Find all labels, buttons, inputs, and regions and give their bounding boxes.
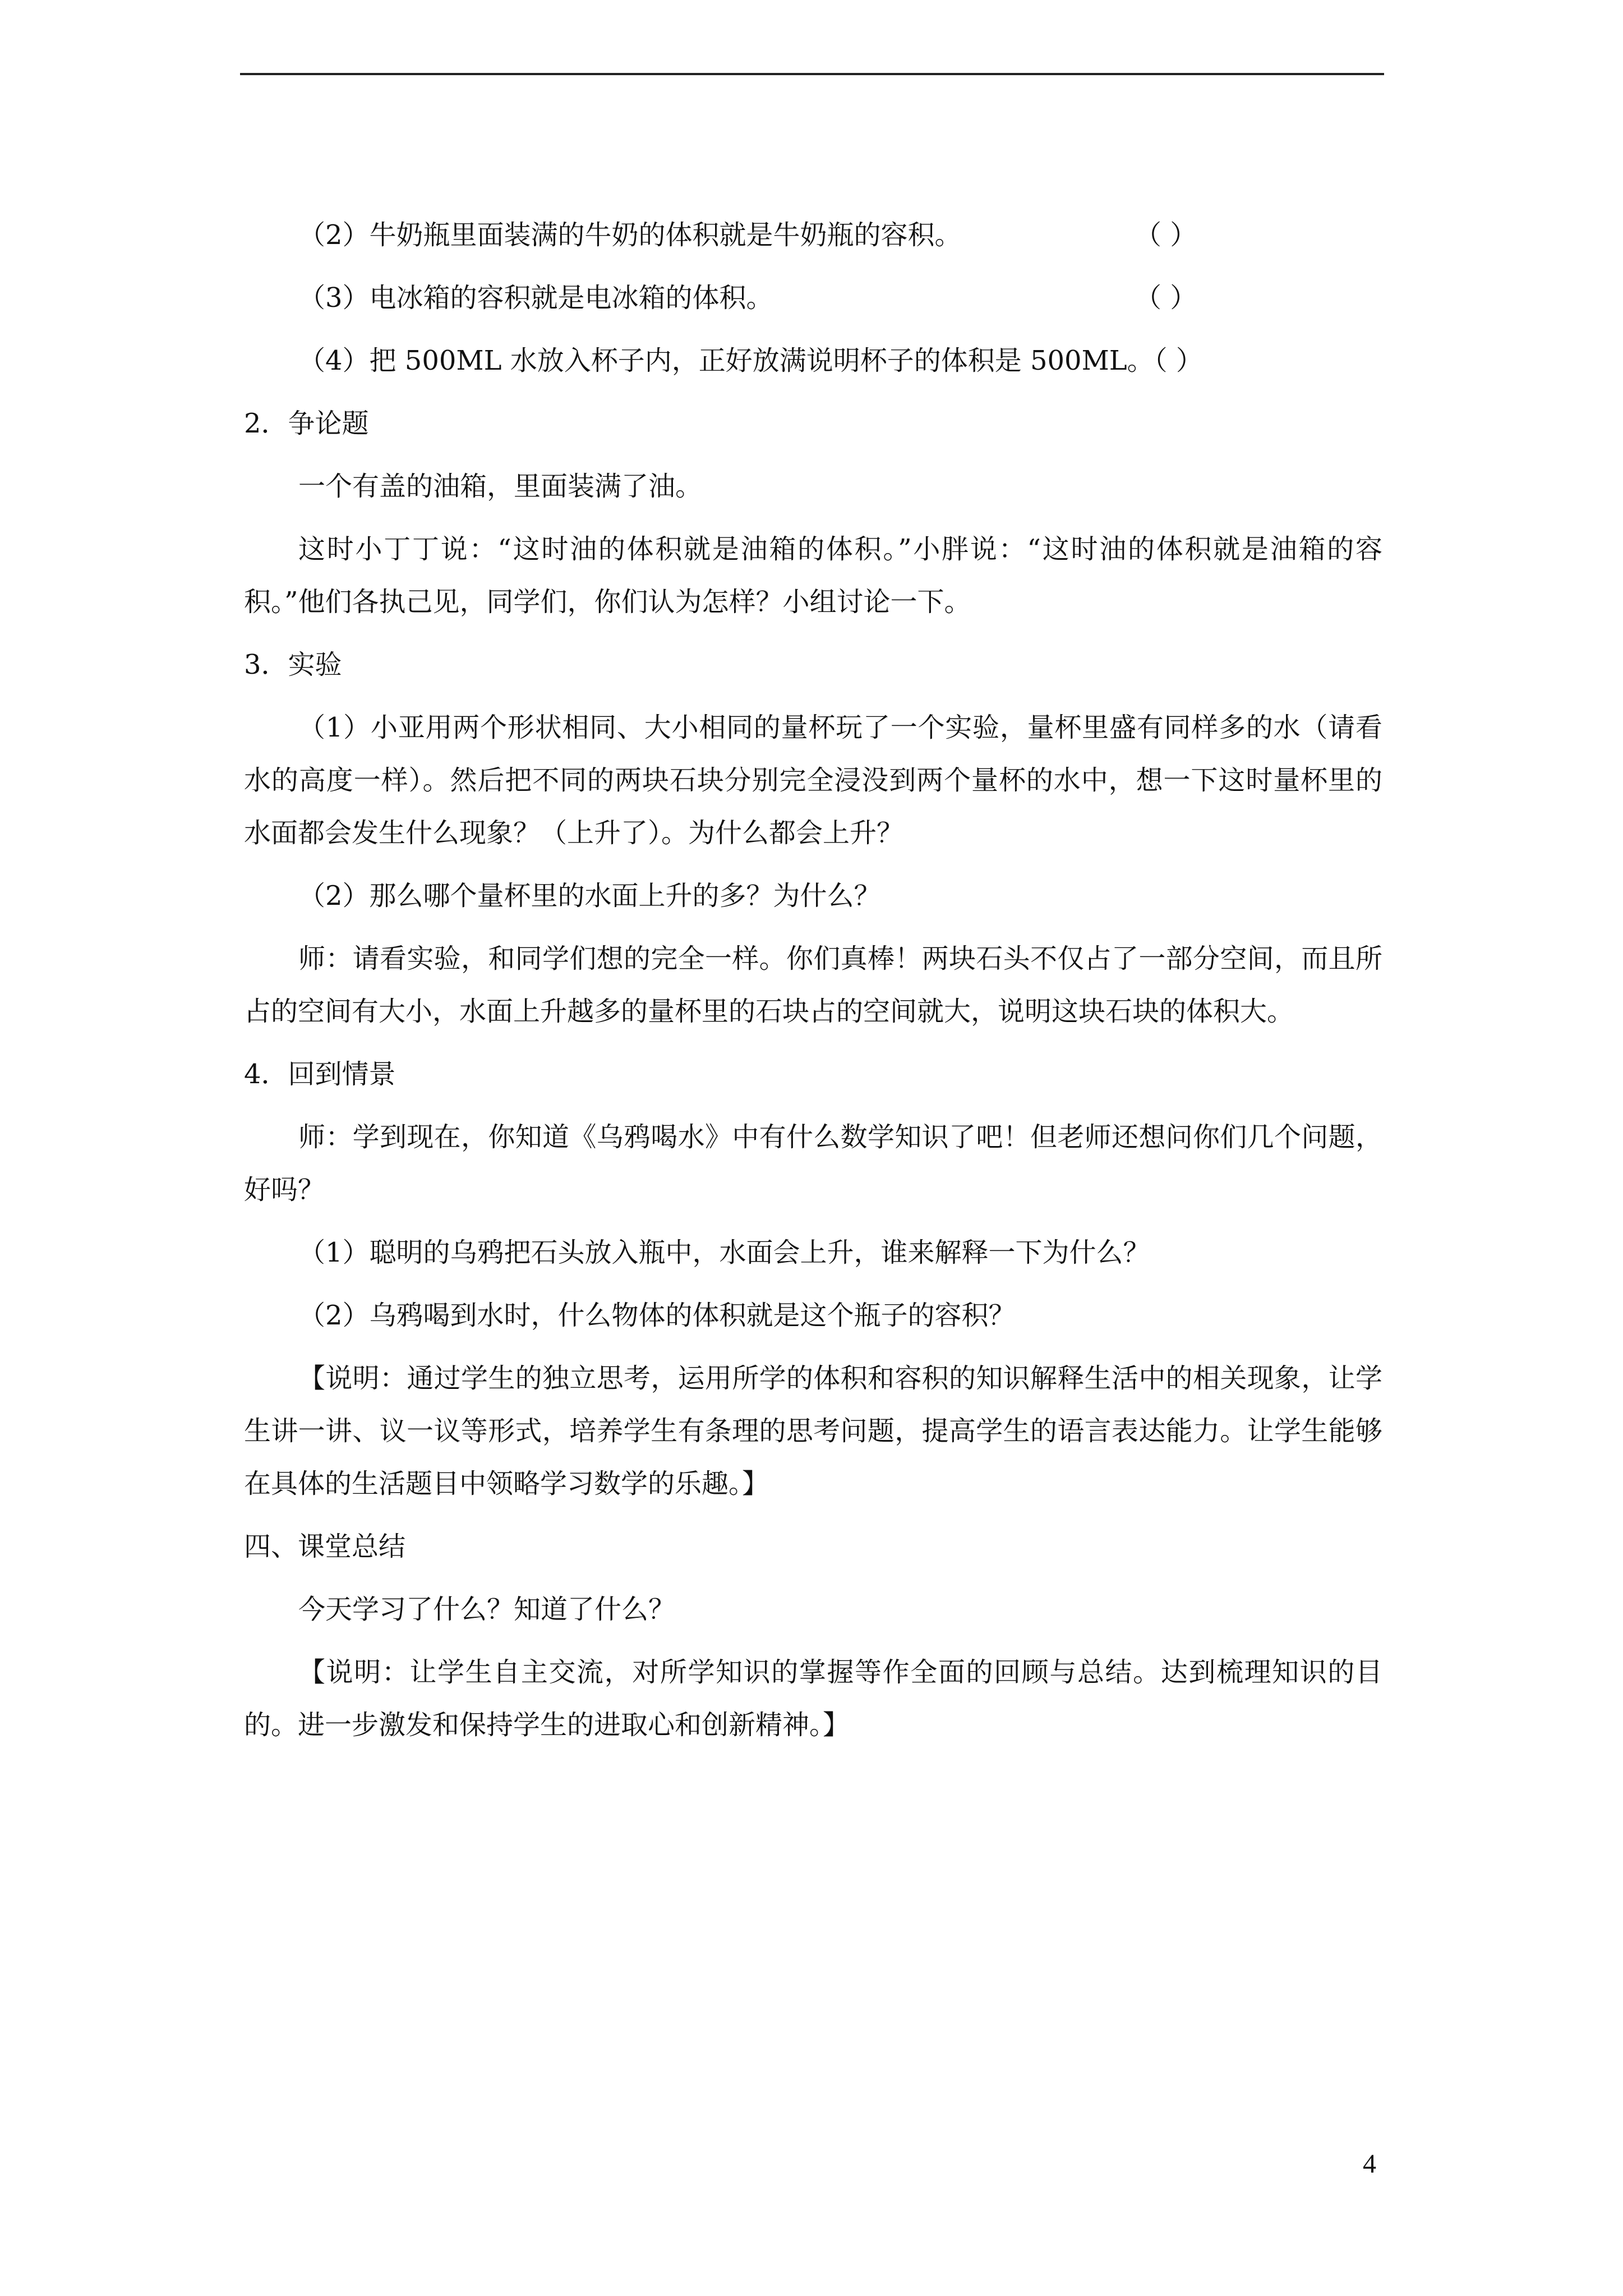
true-false-item-3 <box>244 272 1382 324</box>
true-false-item-2 <box>244 209 1382 261</box>
scenario-paragraph-3: （2）乌鸦喝到水时，什么物体的体积就是这个瓶子的容积？ <box>298 1300 1016 1331</box>
item-2-answer-blank: （ ） <box>1135 219 1197 251</box>
true-false-item-4 <box>244 334 1382 387</box>
experiment-paragraph-1: （1）小亚用两个形状相同、大小相同的量杯玩了一个实验，量杯里盛有同样多的水（请看水的高度一样）。然后把不同的两块石块分别完全浸没到两个量杯的水中，想一下这时量杯里的水面都会发生什么现象？（上升了）。为什么都会上升？ <box>244 712 1382 849</box>
page-number: 4 <box>1363 2149 1376 2179</box>
section-heading-scenario: 4．回到情景 <box>244 1059 396 1090</box>
item-3-text: （3）电冰箱的容积就是电冰箱的体积。 <box>298 282 773 314</box>
experiment-paragraph-2: （2）那么哪个量杯里的水面上升的多？为什么？ <box>298 880 881 912</box>
header-rule <box>240 73 1384 75</box>
section-heading-debate: 2．争论题 <box>244 408 369 439</box>
item-4-text: （4）把 500ML 水放入杯子内，正好放满说明杯子的体积是 500ML。（ ） <box>298 345 1203 376</box>
experiment-paragraph-3: 师：请看实验，和同学们想的完全一样。你们真棒！两块石头不仅占了一部分空间，而且所占的空间有大小，水面上升越多的量杯里的石块占的空间就大，说明这块石块的体积大。 <box>244 943 1382 1027</box>
scenario-paragraph-1: 师：学到现在，你知道《乌鸦喝水》中有什么数学知识了吧！但老师还想问你们几个问题，好吗？ <box>244 1121 1382 1205</box>
scenario-paragraph-2: （1）聪明的乌鸦把石头放入瓶中，水面会上升，谁来解释一下为什么？ <box>298 1237 1150 1268</box>
item-3-answer-blank: （ ） <box>1135 282 1197 314</box>
section-heading-experiment: 3．实验 <box>244 649 342 680</box>
summary-note: 【说明：让学生自主交流，对所学知识的掌握等作全面的回顾与总结。达到梳理知识的目的。进一步激发和保持学生的进取心和创新精神。】 <box>244 1657 1382 1741</box>
item-2-text: （2）牛奶瓶里面装满的牛奶的体积就是牛奶瓶的容积。 <box>298 219 962 251</box>
debate-paragraph-2: 这时小丁丁说：“这时油的体积就是油箱的体积。”小胖说：“这时油的体积就是油箱的容积。”他们各执己见，同学们，你们认为怎样？小组讨论一下。 <box>244 533 1382 618</box>
scenario-note: 【说明：通过学生的独立思考，运用所学的体积和容积的知识解释生活中的相关现象，让学生讲一讲、议一议等形式，培养学生有条理的思考问题，提高学生的语言表达能力。让学生能够在具体的生活题目中领略学习数学的乐趣。】 <box>244 1363 1382 1499</box>
summary-paragraph-1: 今天学习了什么？知道了什么？ <box>298 1594 676 1625</box>
debate-paragraph-1: 一个有盖的油箱，里面装满了油。 <box>298 471 703 502</box>
document-body <box>244 209 1382 1761</box>
section-heading-summary: 四、课堂总结 <box>244 1531 406 1562</box>
